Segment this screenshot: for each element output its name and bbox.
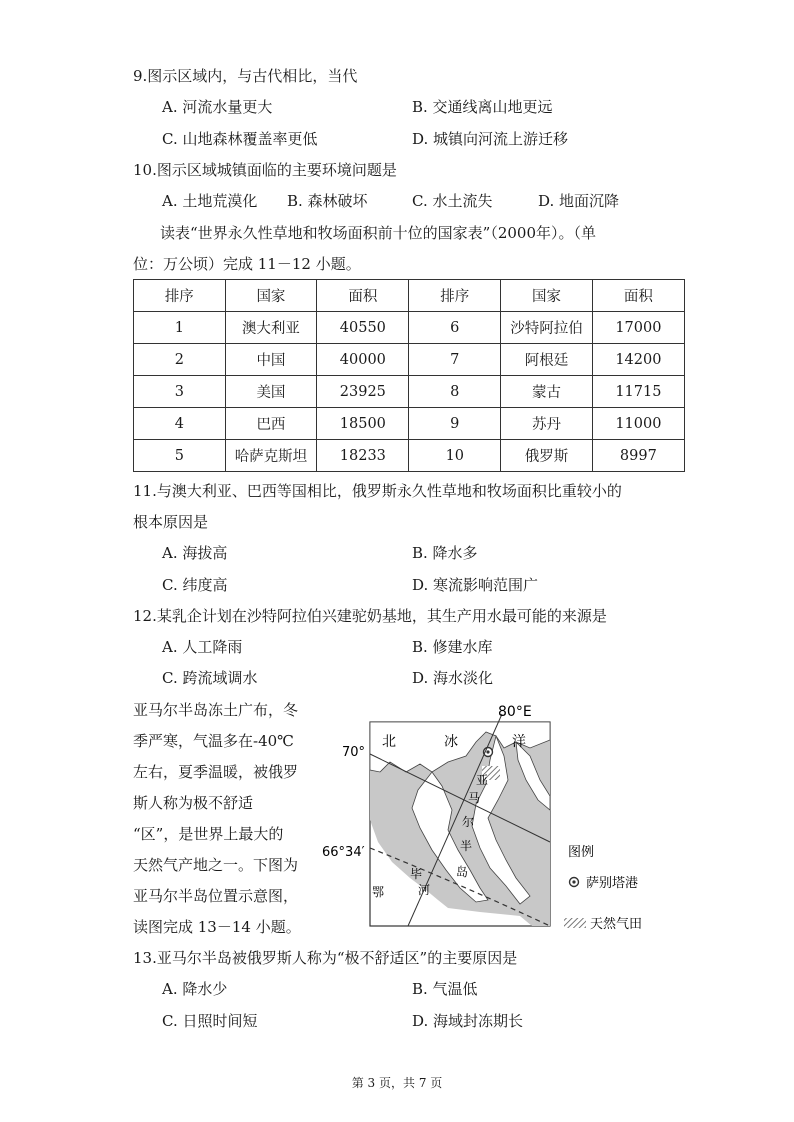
table-cell: 巴西 [225, 408, 317, 440]
table-header-cell: 面积 [592, 280, 684, 312]
q10-option-a: A. 土地荒漠化 [162, 192, 258, 210]
q11-option-b: B. 降水多 [412, 544, 478, 562]
q13-option-d: D. 海域封冻期长 [412, 1012, 524, 1030]
q12-option-b: B. 修建水库 [412, 638, 493, 656]
table-cell: 9 [409, 408, 501, 440]
sea-label-char: 洋 [512, 734, 526, 750]
q12-option-d: D. 海水淡化 [412, 669, 494, 687]
table-cell: 哈萨克斯坦 [225, 440, 317, 472]
peninsula-label-char: 尔 [462, 815, 475, 829]
river-label-char: 鄂 [372, 885, 385, 899]
table-cell: 美国 [225, 376, 317, 408]
table-cell: 阿根廷 [501, 344, 593, 376]
table-cell: 4 [134, 408, 226, 440]
q13-option-c: C. 日照时间短 [162, 1012, 258, 1030]
table-row [134, 440, 685, 472]
table-cell: 3 [134, 376, 226, 408]
q10-option-b: B. 森林破坏 [287, 192, 368, 210]
yamal-peninsula-map [320, 700, 660, 938]
table-cell: 40550 [317, 312, 409, 344]
table-header-cell: 国家 [225, 280, 317, 312]
table-intro-line1: 读表“世界永久性草地和牧场面积前十位的国家表”（2000年）。（单 [160, 224, 597, 242]
table-cell: 40000 [317, 344, 409, 376]
table-cell: 6 [409, 312, 501, 344]
q13-stem: 13.亚马尔半岛被俄罗斯人称为“极不舒适区”的主要原因是 [133, 949, 518, 967]
q10-option-d: D. 地面沉降 [538, 192, 620, 210]
table-row [134, 408, 685, 440]
map-intro-line: 读图完成 13－14 小题。 [133, 918, 301, 936]
q9-option-d: D. 城镇向河流上游迁移 [412, 130, 569, 148]
q9-option-c: C. 山地森林覆盖率更低 [162, 130, 318, 148]
legend-gas-icon [564, 918, 586, 928]
table-cell: 1 [134, 312, 226, 344]
legend-title: 图例 [568, 845, 595, 860]
table-cell: 14200 [592, 344, 684, 376]
q10-option-c: C. 水土流失 [412, 192, 493, 210]
sea-label-char: 冰 [444, 734, 458, 750]
peninsula-label-char: 岛 [456, 865, 469, 879]
table-cell: 23925 [317, 376, 409, 408]
table-header-cell: 排序 [409, 280, 501, 312]
peninsula-label-char: 亚 [476, 773, 489, 787]
table-cell: 澳大利亚 [225, 312, 317, 344]
q11-stem-line2: 根本原因是 [133, 513, 209, 531]
q12-stem: 12.某乳企计划在沙特阿拉伯兴建驼奶基地，其生产用水最可能的来源是 [133, 607, 607, 625]
q13-option-a: A. 降水少 [162, 980, 228, 998]
table-cell: 苏丹 [501, 408, 593, 440]
table-cell: 11715 [592, 376, 684, 408]
q11-stem-line1: 11.与澳大利亚、巴西等国相比，俄罗斯永久性草地和牧场面积比重较小的 [133, 482, 622, 500]
q9-option-b: B. 交通线离山地更远 [412, 98, 553, 116]
table-cell: 沙特阿拉伯 [501, 312, 593, 344]
q9-option-a: A. 河流水量更大 [162, 98, 273, 116]
river-label-char: 毕 [410, 867, 423, 881]
legend-port-label: 萨别塔港 [586, 876, 639, 891]
peninsula-label-char: 马 [468, 791, 481, 805]
map-intro-line: 天然气产地之一。下图为 [133, 856, 299, 874]
q10-stem: 10.图示区域城镇面临的主要环境问题是 [133, 161, 397, 179]
table-row [134, 376, 685, 408]
longitude-label: 80°E [498, 704, 532, 720]
table-header-cell: 国家 [501, 280, 593, 312]
legend-port-icon-dot [572, 880, 575, 883]
table-header-cell: 排序 [134, 280, 226, 312]
table-cell: 2 [134, 344, 226, 376]
q12-option-a: A. 人工降雨 [162, 638, 243, 656]
q12-option-c: C. 跨流域调水 [162, 669, 258, 687]
map-intro-line: 亚马尔半岛位置示意图， [133, 887, 299, 905]
table-row [134, 344, 685, 376]
map-intro-line: 季严寒，气温多在-40℃ [133, 732, 294, 750]
table-intro-line2: 位：万公顷）完成 11－12 小题。 [133, 255, 361, 273]
table-header-row [134, 280, 685, 312]
map-intro-line: 左右，夏季温暖，被俄罗 [133, 763, 299, 781]
table-cell: 5 [134, 440, 226, 472]
q11-option-c: C. 纬度高 [162, 576, 228, 594]
map-intro-line: 斯人称为极不舒适 [133, 794, 254, 812]
table-cell: 8997 [592, 440, 684, 472]
table-row [134, 312, 685, 344]
river-label-char: 河 [418, 883, 431, 897]
map-intro-line: 亚马尔半岛冻土广布，冬 [133, 701, 299, 719]
legend-gas-label: 天然气田 [590, 917, 643, 932]
latitude-70-label: 70° [342, 745, 366, 760]
table-cell: 7 [409, 344, 501, 376]
q11-option-d: D. 寒流影响范围广 [412, 576, 539, 594]
table-cell: 俄罗斯 [501, 440, 593, 472]
table-cell: 18500 [317, 408, 409, 440]
q11-option-a: A. 海拔高 [162, 544, 228, 562]
table-cell: 18233 [317, 440, 409, 472]
table-cell: 11000 [592, 408, 684, 440]
table-cell: 蒙古 [501, 376, 593, 408]
q9-stem: 9.图示区域内，与古代相比，当代 [133, 67, 358, 85]
q13-option-b: B. 气温低 [412, 980, 478, 998]
table-cell: 8 [409, 376, 501, 408]
table-cell: 中国 [225, 344, 317, 376]
table-cell: 17000 [592, 312, 684, 344]
map-intro-line: “区”，是世界上最大的 [133, 825, 284, 843]
grassland-table [133, 279, 685, 472]
peninsula-label-char: 半 [460, 839, 473, 853]
table-header-cell: 面积 [317, 280, 409, 312]
table-cell: 10 [409, 440, 501, 472]
sabetta-port-dot [486, 750, 489, 753]
page-footer: 第 3 页，共 7 页 [351, 1076, 443, 1090]
sea-label-char: 北 [382, 734, 396, 750]
latitude-66-label: 66°34′ [322, 845, 365, 860]
